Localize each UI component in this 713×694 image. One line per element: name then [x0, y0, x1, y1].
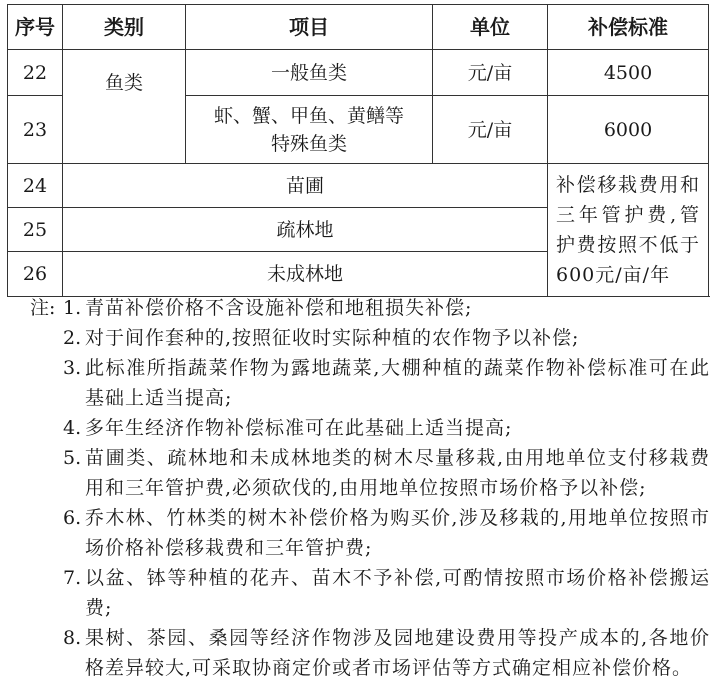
- row-standard: 4500: [548, 50, 709, 96]
- header-standard: 补偿标准: [548, 5, 709, 50]
- note-item: [30, 413, 710, 443]
- note-text: 对于间作套种的,按照征收时实际种植的农作物予以补偿;: [85, 327, 580, 349]
- note-text: 此标准所指蔬菜作物为露地蔬菜,大棚种植的蔬菜作物补偿标准可在此基础上适当提高;: [85, 357, 710, 409]
- note-text: 乔木林、竹林类的树木补偿价格为购买价,涉及移栽的,用地单位按照市场价格补偿移栽费和三年管护费;: [85, 507, 710, 559]
- compensation-table: [7, 4, 709, 297]
- table-header-row: [8, 5, 709, 50]
- note-item: [30, 443, 710, 503]
- note-number: 5.: [63, 447, 82, 469]
- note-number: 8.: [63, 627, 82, 649]
- header-category: 类别: [63, 5, 186, 50]
- row-item: 疏林地: [63, 208, 548, 252]
- note-item: [30, 293, 710, 323]
- note-text: 果树、茶园、桑园等经济作物涉及园地建设费用等投产成本的,各地价格差异较大,可采取协商定价或者市场评估等方式确定相应补偿价格。: [85, 627, 710, 679]
- row-item: [186, 96, 433, 164]
- row-seq: 23: [8, 96, 63, 164]
- row-seq: 26: [8, 252, 63, 297]
- note-text: 青苗补偿价格不含设施补偿和地租损失补偿;: [85, 297, 473, 319]
- header-seq: 序号: [8, 5, 63, 50]
- note-text: 苗圃类、疏林地和未成林地类的树木尽量移栽,由用地单位支付移栽费用和三年管护费,必须砍伐的,由用地单位按照市场价格予以补偿;: [85, 447, 710, 499]
- row-seq: 24: [8, 164, 63, 208]
- row-item-line2: 特殊鱼类: [270, 132, 347, 155]
- note-item: [30, 503, 710, 563]
- header-unit: 单位: [433, 5, 548, 50]
- row-item: 苗圃: [63, 164, 548, 208]
- note-item: [30, 353, 710, 413]
- table-row: [8, 164, 709, 208]
- note-item: [30, 623, 710, 683]
- table-row: [8, 50, 709, 96]
- row-unit: 元/亩: [433, 50, 548, 96]
- nursery-compensation-note: 补偿移栽费用和三年管护费,管护费按照不低于600元/亩/年: [548, 164, 709, 297]
- notes-prefix: 注:: [30, 297, 56, 319]
- note-number: 6.: [63, 507, 82, 529]
- note-item: [30, 323, 710, 353]
- note-item: [30, 563, 710, 623]
- note-text: 多年生经济作物补偿标准可在此基础上适当提高;: [85, 417, 513, 439]
- row-category: 鱼类: [63, 50, 186, 164]
- note-number: 2.: [63, 327, 82, 349]
- row-unit: 元/亩: [433, 96, 548, 164]
- notes-section: [30, 293, 710, 683]
- row-seq: 25: [8, 208, 63, 252]
- row-standard: 6000: [548, 96, 709, 164]
- row-item-line1: 虾、蟹、甲鱼、黄鳝等: [213, 104, 404, 127]
- row-seq: 22: [8, 50, 63, 96]
- row-item: 一般鱼类: [186, 50, 433, 96]
- note-number: 3.: [63, 357, 82, 379]
- note-number: 7.: [63, 567, 82, 589]
- row-item: 未成林地: [63, 252, 548, 297]
- note-number: 4.: [63, 417, 82, 439]
- header-item: 项目: [186, 5, 433, 50]
- note-text: 以盆、钵等种植的花卉、苗木不予补偿,可酌情按照市场价格补偿搬运费;: [85, 567, 710, 619]
- note-number: 1.: [63, 297, 82, 319]
